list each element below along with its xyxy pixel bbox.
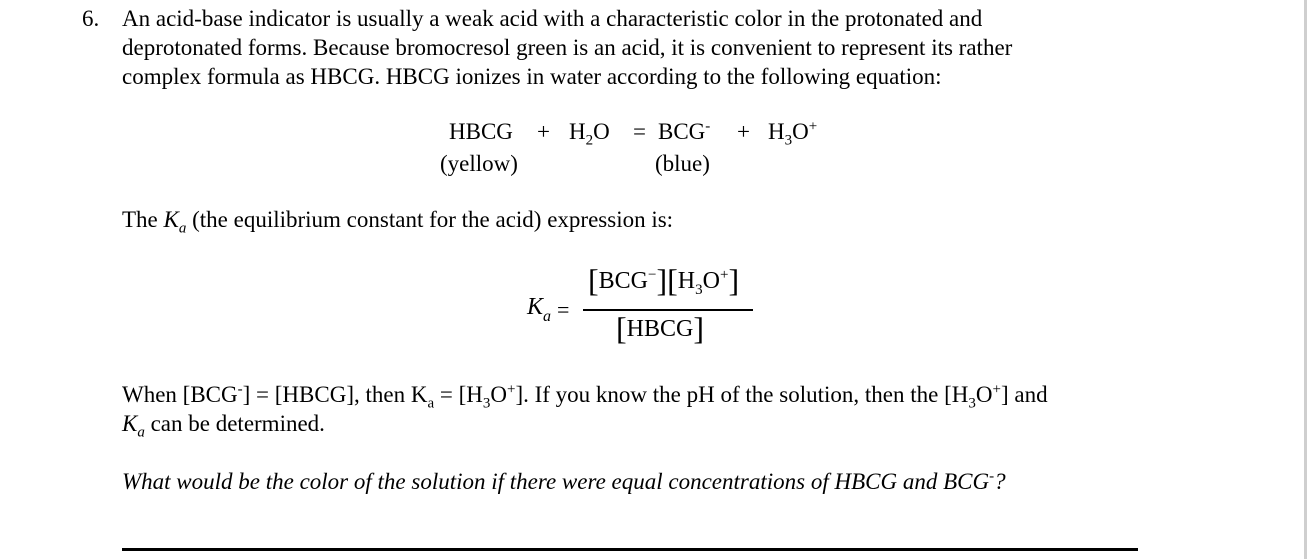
product-hydronium: $H_3O^+$ bbox=[768, 118, 818, 149]
ka-symbol: K bbox=[527, 294, 544, 320]
intro-line: An acid-base indicator is usually a weak acid with a characteristic color in the protonated and bbox=[122, 6, 983, 31]
question-prompt: What would be the color of the solution if there were equal concentrations of HBCG and BCG-? bbox=[122, 468, 1006, 494]
equals-sign: = bbox=[633, 119, 646, 144]
ka-intro: The $K_a$ (the equilibrium constant for the acid) expression is: bbox=[122, 207, 674, 237]
reactant-hbcg: HBCG bbox=[449, 119, 513, 144]
answer-line[interactable] bbox=[122, 548, 1138, 551]
intro-paragraph bbox=[122, 4, 1282, 91]
ka-numerator: $[BCG^-][H_3O^+]$ bbox=[588, 262, 740, 298]
ka-subscript: a bbox=[543, 308, 551, 325]
ka-equals: = bbox=[557, 297, 570, 322]
plus-sign: + bbox=[737, 119, 750, 144]
question-number: 6. bbox=[82, 6, 100, 31]
intro-line: deprotonated forms. Because bromocresol green is an acid, it is convenient to represent its rather bbox=[122, 35, 1013, 60]
when-line: $K_a$ can be determined. bbox=[122, 411, 325, 441]
label-blue: (blue) bbox=[655, 151, 710, 176]
page-edge-rule bbox=[1304, 0, 1307, 559]
intro-line: complex formula as HBCG. HBCG ionizes in water according to the following equation: bbox=[122, 64, 942, 89]
label-yellow: (yellow) bbox=[440, 151, 518, 176]
product-bcg-ion: BCG- bbox=[658, 118, 711, 144]
ka-denominator: [HBCG] bbox=[616, 310, 704, 346]
when-line: When [BCG-] = [HBCG], then $K_a = [H_3O^+]$. If you know the pH of the solution, then the $[H_3O^+]$ and bbox=[122, 381, 1048, 412]
reactant-water: $H_2O$ bbox=[569, 119, 610, 149]
fraction-bar bbox=[583, 309, 753, 311]
when-paragraph bbox=[122, 380, 1282, 441]
plus-sign: + bbox=[537, 119, 550, 144]
